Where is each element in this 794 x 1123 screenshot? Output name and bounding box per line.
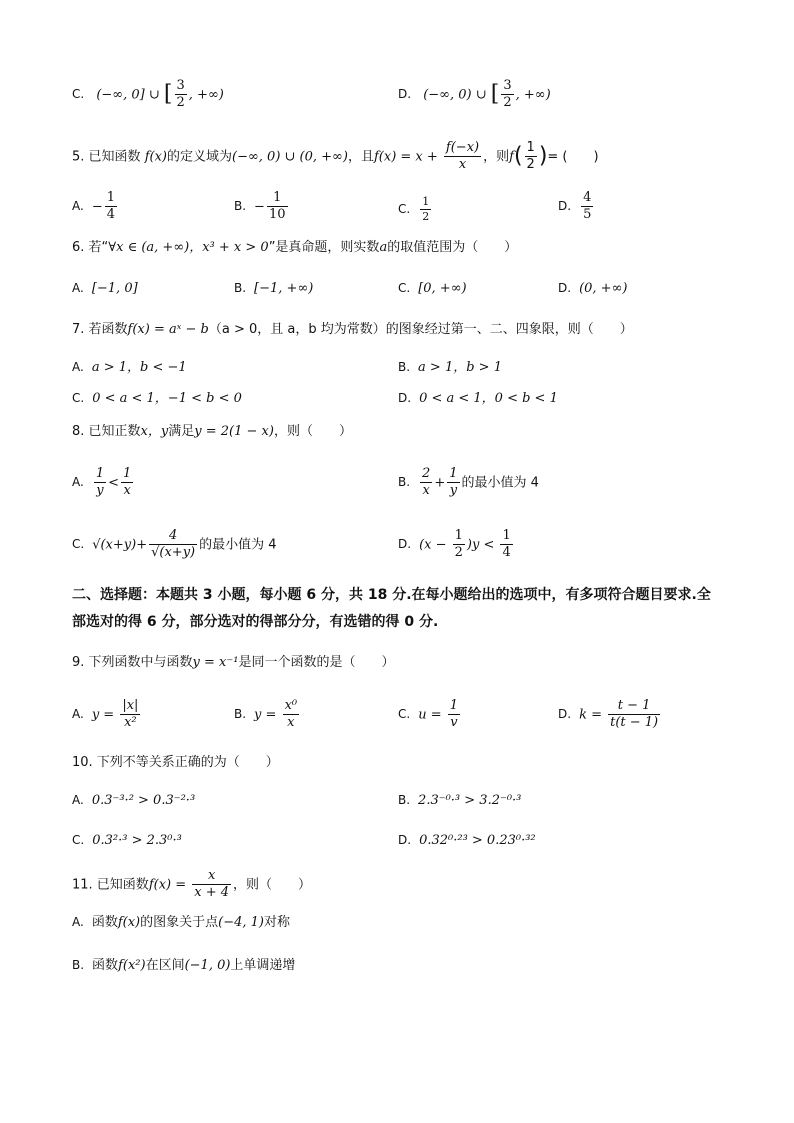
q7-option-c[interactable]: C. 0 < a < 1，−1 < b < 0 [72, 391, 242, 406]
q8-option-b[interactable]: B. $\frac{2}{x}$ + $\frac{1}{y}$ 的最小值为 4 [398, 466, 539, 499]
question-6-stem: 6. 若“∀x ∈ (a, +∞)，x³ + x > 0”是真命题，则实数a的取值范围为（ ） [72, 240, 518, 255]
question-7-stem: 7. 若函数f(x) = aˣ − b（a > 0，且 a，b 均为常数）的图象经过第一、二、四象限，则（ ） [72, 322, 633, 337]
q8-option-a[interactable]: A. $\frac{1}{y}$ < $\frac{1}{x}$ [72, 466, 132, 499]
q4-option-d[interactable]: D. (−∞, 0) ∪ [ $\frac{3}{2}$ , +∞) [398, 78, 551, 111]
question-8-stem: 8. 已知正数x，y满足y = 2(1 − x)，则（ ） [72, 424, 352, 439]
fraction: $\frac{1}{2}$ [526, 140, 535, 173]
section-2-heading: 二、选择题：本题共 3 小题，每小题 6 分，共 18 分.在每小题给出的选项中，有多项符合题目要求.全部选对的得 6 分，部分选对的得部分分，有选错的得 0 分. [72, 587, 711, 630]
q8-option-c[interactable]: C. √(x+y)+ $\frac{4}{√(x+y)}$ 的最小值为 4 [72, 528, 277, 561]
q11-option-b[interactable]: B. 函数f(x²)在区间(−1, 0)上单调递增 [72, 958, 296, 973]
q10-option-a[interactable]: A. 0.3⁻³·² > 0.3⁻²·³ [72, 793, 196, 808]
q5-option-a[interactable]: A. − $\frac{1}{4}$ [72, 190, 115, 223]
q7-option-d[interactable]: D. 0 < a < 1，0 < b < 1 [398, 391, 558, 406]
q10-option-c[interactable]: C. 0.3²·³ > 2.3⁰·³ [72, 833, 182, 848]
q8-option-d[interactable]: D. (x − $\frac{1}{2}$ )y < $\frac{1}{4}$ [398, 528, 511, 561]
q10-option-d[interactable]: D. 0.32⁰·²³ > 0.23⁰·³² [398, 833, 536, 848]
q4-option-c[interactable]: C. (−∞, 0] ∪ [ $\frac{3}{2}$ , +∞) [72, 78, 224, 111]
q9-option-d[interactable]: D. k = $\frac{t - 1}{t(t - 1)}$ [558, 698, 659, 731]
q6-option-d[interactable]: D. (0, +∞) [558, 281, 628, 296]
q6-option-b[interactable]: B. [−1, +∞) [234, 281, 314, 296]
q7-option-a[interactable]: A. a > 1，b < −1 [72, 360, 187, 375]
q10-option-b[interactable]: B. 2.3⁻⁰·³ > 3.2⁻⁰·³ [398, 793, 522, 808]
question-9-stem: 9. 下列函数中与函数y = x⁻¹是同一个函数的是（ ） [72, 655, 395, 670]
question-11-stem: 11. 已知函数f(x) = $\frac{x}{x + 4}$ ，则（ ） [72, 868, 312, 901]
q9-option-a[interactable]: A. y = $\frac{|x|}{\text{x²}}$ [72, 698, 139, 731]
fraction: $\frac{3}{2}$ [176, 78, 185, 111]
question-10-stem: 10. 下列不等关系正确的为（ ） [72, 755, 279, 770]
q9-option-b[interactable]: B. y = $\frac{\text{x⁰}}{x}$ [234, 698, 298, 731]
q7-option-b[interactable]: B. a > 1，b > 1 [398, 360, 502, 375]
fraction: $\frac{f(-x)}{x}$ [445, 140, 480, 173]
fraction: $\frac{3}{2}$ [503, 78, 512, 111]
question-5-stem: 5. 已知函数 f(x)的定义域为(−∞, 0) ∪ (0, +∞)，且f(x) = x + $\frac{f(-x)}{x}$ ，则f( $\frac{1}{2}$ )= ( ) [72, 140, 599, 173]
option-label: C. [72, 87, 85, 102]
q6-option-c[interactable]: C. [0, +∞) [398, 281, 467, 296]
q11-option-a[interactable]: A. 函数f(x)的图象关于点(−4, 1)对称 [72, 915, 290, 930]
q5-option-b[interactable]: B. − $\frac{1}{10}$ [234, 190, 286, 223]
option-label: D. [398, 87, 412, 102]
q9-option-c[interactable]: C. u = $\frac{1}{v}$ [398, 698, 459, 731]
q5-option-c[interactable]: C. $\frac{1}{2}$ [398, 195, 430, 223]
q6-option-a[interactable]: A. [−1, 0] [72, 281, 138, 296]
q5-option-d[interactable]: D. $\frac{4}{5}$ [558, 190, 592, 223]
